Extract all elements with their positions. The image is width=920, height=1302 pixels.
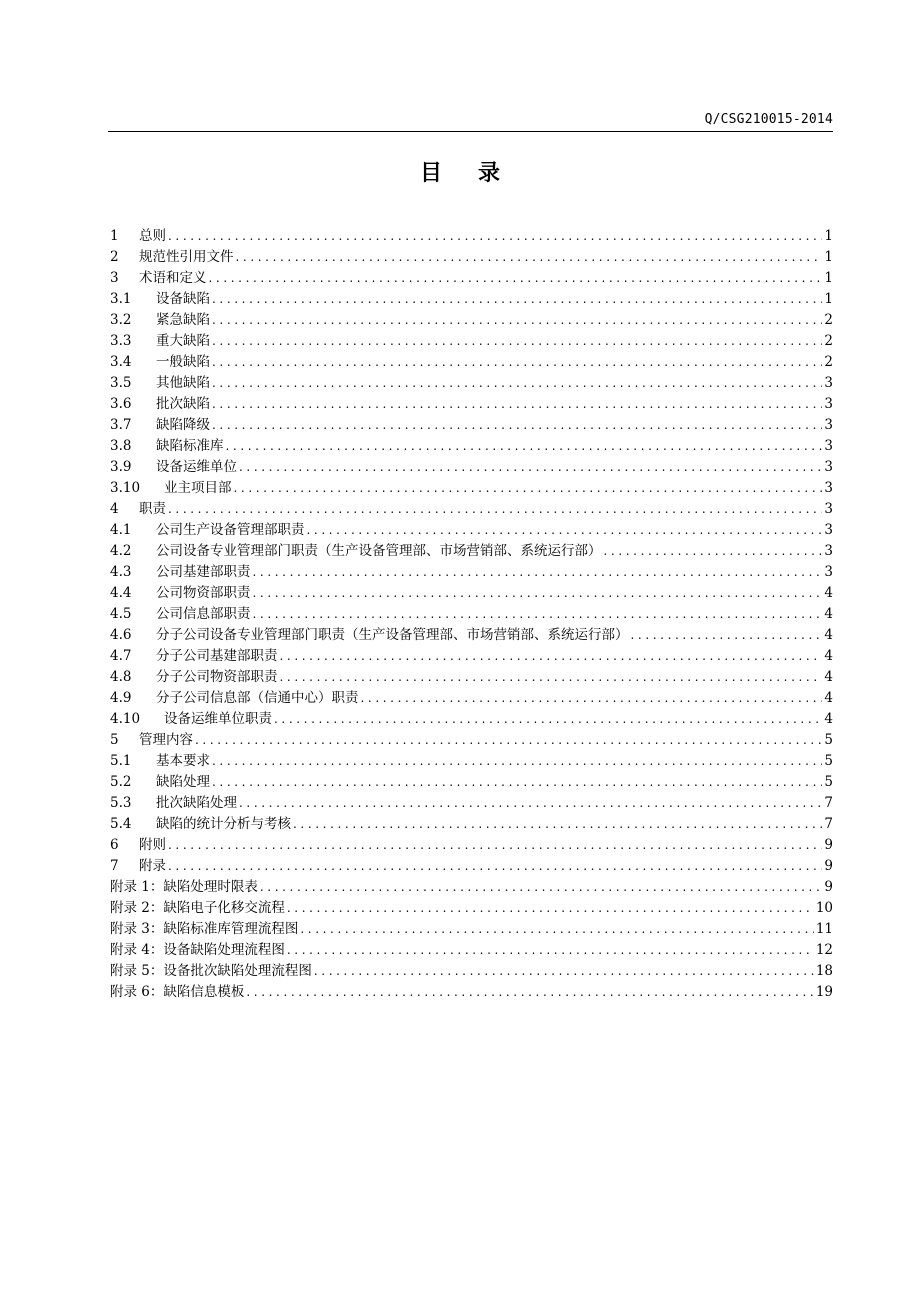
toc-entry-number: 3.1 [110, 291, 132, 307]
toc-leader-dots [212, 415, 822, 436]
toc-entry[interactable] [110, 499, 833, 520]
toc-entry[interactable] [110, 730, 833, 751]
toc-leader-dots [212, 352, 822, 373]
toc-entry-page: 9 [824, 879, 833, 895]
toc-entry-page: 12 [815, 942, 833, 958]
toc-entry[interactable] [110, 562, 833, 583]
toc-entry-title: 紧急缺陷 [156, 312, 210, 328]
toc-entry-number: 附录 2： [110, 900, 164, 916]
toc-entry[interactable] [110, 877, 833, 898]
table-of-contents [110, 226, 833, 1003]
toc-entry-page: 5 [824, 774, 833, 790]
toc-leader-dots [280, 646, 823, 667]
toc-entry-title: 设备缺陷 [156, 291, 210, 307]
toc-entry-number: 3.10 [110, 480, 141, 496]
toc-entry[interactable] [110, 898, 833, 919]
toc-entry[interactable] [110, 646, 833, 667]
toc-entry-title: 一般缺陷 [156, 354, 210, 370]
toc-entry[interactable] [110, 835, 833, 856]
toc-entry-number: 3.8 [110, 438, 132, 454]
toc-entry[interactable] [110, 268, 833, 289]
toc-entry-title: 公司基建部职责 [156, 564, 251, 580]
toc-entry[interactable] [110, 520, 833, 541]
toc-entry-title: 设备批次缺陷处理流程图 [163, 963, 312, 979]
toc-entry[interactable] [110, 856, 833, 877]
toc-leader-dots [631, 625, 823, 646]
toc-entry[interactable] [110, 331, 833, 352]
toc-entry-number: 7 [110, 858, 119, 874]
toc-leader-dots [234, 478, 823, 499]
toc-entry-page: 2 [824, 333, 833, 349]
toc-entry-title: 规范性引用文件 [139, 249, 234, 265]
toc-entry-title: 缺陷标准库管理流程图 [163, 921, 299, 937]
toc-entry-number: 4.8 [110, 669, 132, 685]
toc-leader-dots [253, 604, 823, 625]
toc-entry[interactable] [110, 772, 833, 793]
toc-entry-page: 11 [815, 921, 833, 937]
toc-entry-number: 4.10 [110, 711, 141, 727]
toc-entry-title: 重大缺陷 [156, 333, 210, 349]
toc-entry-title: 分子公司物资部职责 [156, 669, 278, 685]
toc-entry-number: 附录 1： [110, 879, 164, 895]
toc-leader-dots [307, 520, 823, 541]
toc-entry-page: 3 [824, 375, 833, 391]
toc-entry[interactable] [110, 247, 833, 268]
toc-leader-dots [361, 688, 823, 709]
toc-entry-number: 3.9 [110, 459, 132, 475]
toc-entry[interactable] [110, 919, 833, 940]
toc-entry[interactable] [110, 352, 833, 373]
toc-entry-title: 设备缺陷处理流程图 [163, 942, 285, 958]
toc-entry-title: 缺陷处理 [156, 774, 210, 790]
toc-entry-page: 7 [824, 795, 833, 811]
toc-entry-page: 5 [824, 732, 833, 748]
toc-entry-number: 3 [110, 270, 119, 286]
toc-entry-page: 18 [815, 963, 833, 979]
toc-entry-page: 19 [815, 984, 833, 1000]
toc-leader-dots [212, 289, 822, 310]
toc-entry-number: 4 [110, 501, 119, 517]
toc-leader-dots [280, 667, 823, 688]
toc-leader-dots [274, 709, 822, 730]
toc-entry-title: 批次缺陷处理 [156, 795, 237, 811]
toc-entry-number: 4.9 [110, 690, 132, 706]
toc-leader-dots [209, 268, 823, 289]
toc-entry-title: 分子公司基建部职责 [156, 648, 278, 664]
toc-entry-title: 设备运维单位职责 [164, 711, 272, 727]
toc-leader-dots [604, 541, 823, 562]
toc-entry-title: 其他缺陷 [156, 375, 210, 391]
toc-entry-page: 3 [824, 438, 833, 454]
toc-entry-page: 9 [824, 837, 833, 853]
toc-leader-dots [212, 373, 822, 394]
toc-entry-number: 3.2 [110, 312, 132, 328]
toc-entry-title: 基本要求 [156, 753, 210, 769]
toc-entry-title: 缺陷处理时限表 [163, 879, 258, 895]
toc-leader-dots [168, 499, 822, 520]
header-divider [108, 131, 833, 132]
toc-leader-dots [236, 247, 823, 268]
toc-entry-title: 公司物资部职责 [156, 585, 251, 601]
toc-leader-dots [314, 961, 814, 982]
toc-entry-number: 4.2 [110, 543, 132, 559]
toc-leader-dots [212, 772, 822, 793]
toc-entry-page: 10 [815, 900, 833, 916]
toc-entry[interactable] [110, 940, 833, 961]
toc-leader-dots [239, 793, 822, 814]
toc-leader-dots [260, 877, 823, 898]
toc-entry-page: 3 [824, 501, 833, 517]
toc-entry[interactable] [110, 709, 833, 730]
toc-entry-title: 缺陷标准库 [156, 438, 224, 454]
toc-entry-page: 1 [824, 270, 833, 286]
toc-entry-page: 3 [824, 459, 833, 475]
toc-entry[interactable] [110, 667, 833, 688]
toc-leader-dots [212, 331, 822, 352]
toc-entry-page: 1 [824, 228, 833, 244]
toc-entry-number: 3.3 [110, 333, 132, 349]
toc-entry[interactable] [110, 478, 833, 499]
toc-entry-title: 分子公司信息部（信通中心）职责 [156, 690, 359, 706]
toc-entry-title: 管理内容 [139, 732, 193, 748]
toc-entry[interactable] [110, 751, 833, 772]
toc-entry-title: 公司信息部职责 [156, 606, 251, 622]
toc-entry[interactable] [110, 289, 833, 310]
toc-entry[interactable] [110, 982, 833, 1003]
toc-entry[interactable] [110, 961, 833, 982]
toc-entry-title: 设备运维单位 [156, 459, 237, 475]
toc-entry[interactable] [110, 793, 833, 814]
toc-leader-dots [212, 751, 822, 772]
toc-entry-page: 4 [824, 585, 833, 601]
toc-entry-number: 3.7 [110, 417, 132, 433]
toc-entry-number: 5.1 [110, 753, 132, 769]
toc-entry-number: 3.5 [110, 375, 132, 391]
toc-leader-dots [212, 394, 822, 415]
toc-entry-page: 4 [824, 627, 833, 643]
toc-entry[interactable] [110, 625, 833, 646]
toc-entry-number: 附录 3： [110, 921, 164, 937]
toc-entry-page: 2 [824, 312, 833, 328]
toc-entry-page: 1 [824, 249, 833, 265]
toc-leader-dots [246, 982, 813, 1003]
toc-entry[interactable] [110, 226, 833, 247]
toc-entry-page: 3 [824, 480, 833, 496]
toc-entry-title: 职责 [139, 501, 166, 517]
toc-entry[interactable] [110, 583, 833, 604]
toc-entry-number: 4.1 [110, 522, 132, 538]
toc-entry[interactable] [110, 373, 833, 394]
toc-entry-number: 3.4 [110, 354, 132, 370]
toc-entry-number: 5.3 [110, 795, 132, 811]
toc-entry-number: 4.3 [110, 564, 132, 580]
toc-entry-number: 2 [110, 249, 119, 265]
toc-leader-dots [287, 940, 814, 961]
toc-entry[interactable] [110, 814, 833, 835]
toc-entry-page: 3 [824, 417, 833, 433]
toc-entry-title: 公司生产设备管理部职责 [156, 522, 305, 538]
toc-entry-number: 5.2 [110, 774, 132, 790]
toc-entry-number: 4.4 [110, 585, 132, 601]
toc-entry-number: 6 [110, 837, 119, 853]
toc-entry[interactable] [110, 415, 833, 436]
toc-leader-dots [168, 856, 822, 877]
toc-title [0, 156, 920, 187]
toc-entry-number: 4.6 [110, 627, 132, 643]
toc-entry[interactable] [110, 541, 833, 562]
toc-title-left: 目 [419, 161, 442, 186]
toc-entry-page: 3 [824, 522, 833, 538]
toc-entry-page: 4 [824, 669, 833, 685]
toc-leader-dots [300, 919, 813, 940]
toc-entry-page: 4 [824, 711, 833, 727]
toc-entry-title: 缺陷电子化移交流程 [163, 900, 285, 916]
toc-entry-number: 附录 4： [110, 942, 164, 958]
toc-entry-number: 3.6 [110, 396, 132, 412]
toc-entry-number: 5.4 [110, 816, 132, 832]
toc-entry[interactable] [110, 436, 833, 457]
toc-entry[interactable] [110, 310, 833, 331]
toc-leader-dots [168, 226, 822, 247]
toc-entry-title: 缺陷降级 [156, 417, 210, 433]
toc-entry-page: 2 [824, 354, 833, 370]
toc-entry[interactable] [110, 688, 833, 709]
toc-entry-title: 术语和定义 [139, 270, 207, 286]
toc-entry-title: 总则 [139, 228, 166, 244]
toc-entry-page: 5 [824, 753, 833, 769]
toc-leader-dots [239, 457, 822, 478]
toc-leader-dots [195, 730, 822, 751]
toc-entry-page: 1 [824, 291, 833, 307]
toc-leader-dots [253, 562, 823, 583]
toc-entry-number: 5 [110, 732, 119, 748]
toc-entry-number: 1 [110, 228, 119, 244]
toc-entry-number: 4.7 [110, 648, 132, 664]
toc-entry-title: 缺陷信息模板 [163, 984, 245, 1000]
toc-entry-title: 分子公司设备专业管理部门职责（生产设备管理部、市场营销部、系统运行部） [156, 627, 629, 643]
toc-entry-page: 3 [824, 564, 833, 580]
toc-entry-page: 4 [824, 648, 833, 664]
toc-leader-dots [226, 436, 823, 457]
toc-leader-dots [212, 310, 822, 331]
toc-entry[interactable] [110, 394, 833, 415]
toc-entry-number: 附录 5： [110, 963, 164, 979]
toc-entry-title: 批次缺陷 [156, 396, 210, 412]
toc-entry-page: 7 [824, 816, 833, 832]
toc-title-right: 录 [478, 161, 501, 186]
toc-entry-number: 4.5 [110, 606, 132, 622]
toc-entry-title: 缺陷的统计分析与考核 [156, 816, 291, 832]
toc-entry-title: 附则 [139, 837, 166, 853]
toc-leader-dots [168, 835, 822, 856]
toc-entry-title: 业主项目部 [164, 480, 232, 496]
toc-entry-page: 4 [824, 690, 833, 706]
toc-entry-page: 3 [824, 396, 833, 412]
toc-leader-dots [293, 814, 822, 835]
toc-leader-dots [287, 898, 814, 919]
toc-leader-dots [253, 583, 823, 604]
toc-entry-page: 4 [824, 606, 833, 622]
document-code: Q/CSG210015-2014 [704, 112, 833, 127]
toc-entry-title: 附录 [139, 858, 166, 874]
toc-entry-title: 公司设备专业管理部门职责（生产设备管理部、市场营销部、系统运行部） [156, 543, 602, 559]
toc-entry-page: 3 [824, 543, 833, 559]
toc-entry[interactable] [110, 604, 833, 625]
toc-entry-page: 9 [824, 858, 833, 874]
toc-entry-number: 附录 6： [110, 984, 164, 1000]
toc-entry[interactable] [110, 457, 833, 478]
